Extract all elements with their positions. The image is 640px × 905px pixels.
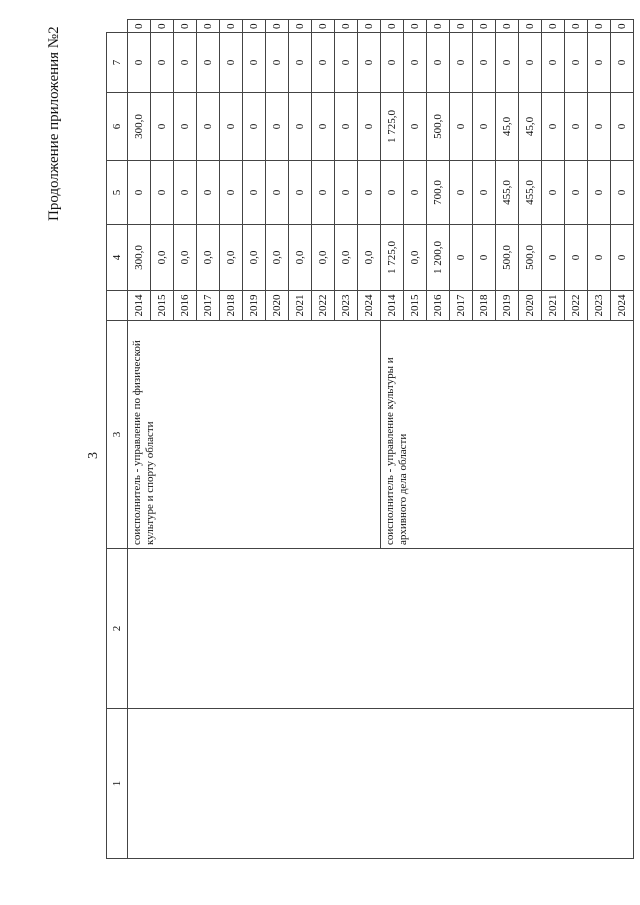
- value-cell-c6: 0: [335, 93, 358, 161]
- executor-cell: соисполнитель - управление по физической культуре и спорту области: [128, 321, 381, 549]
- value-cell-c5: 0: [312, 161, 335, 225]
- value-cell-c7: 0: [335, 33, 358, 93]
- value-cell-c8: 0: [266, 20, 289, 33]
- value-cell-c5: 455,0: [519, 161, 542, 225]
- value-cell-c7: 0: [427, 33, 450, 93]
- value-cell-c6: 0: [151, 93, 174, 161]
- value-cell-c7: 0: [496, 33, 519, 93]
- value-cell-c4: 0,0: [243, 225, 266, 291]
- value-cell-c5: 0: [542, 161, 565, 225]
- value-cell-c5: 0: [289, 161, 312, 225]
- value-cell-c7: 0: [588, 33, 611, 93]
- value-cell-c4: 0,0: [266, 225, 289, 291]
- column-1-cell: [128, 709, 634, 859]
- column-number: 3: [107, 321, 128, 549]
- value-cell-c8: 0: [197, 20, 220, 33]
- value-cell-c7: 0: [243, 33, 266, 93]
- value-cell-c6: 0: [542, 93, 565, 161]
- year-cell: 2014: [381, 291, 404, 321]
- value-cell-c7: 0: [404, 33, 427, 93]
- value-cell-c6: 0: [312, 93, 335, 161]
- year-cell: 2023: [588, 291, 611, 321]
- column-number-row: [107, 20, 128, 859]
- value-cell-c7: 0: [381, 33, 404, 93]
- value-cell-c5: 700,0: [427, 161, 450, 225]
- value-cell-c5: 0: [450, 161, 473, 225]
- value-cell-c4: 0,0: [174, 225, 197, 291]
- value-cell-c7: 0: [197, 33, 220, 93]
- value-cell-c6: 45,0: [519, 93, 542, 161]
- year-cell: 2016: [174, 291, 197, 321]
- annex-title: Продолжение приложения №2: [46, 26, 62, 221]
- value-cell-c5: 0: [381, 161, 404, 225]
- value-cell-c4: 0,0: [358, 225, 381, 291]
- year-cell: 2021: [542, 291, 565, 321]
- value-cell-c8: 0: [381, 20, 404, 33]
- value-cell-c6: 0: [220, 93, 243, 161]
- value-cell-c6: 300,0: [128, 93, 151, 161]
- value-cell-c5: 0: [128, 161, 151, 225]
- value-cell-c7: 0: [312, 33, 335, 93]
- year-cell: 2020: [266, 291, 289, 321]
- value-cell-c5: 0: [565, 161, 588, 225]
- value-cell-c6: 0: [611, 93, 634, 161]
- value-cell-c4: 0: [542, 225, 565, 291]
- value-cell-c7: 0: [220, 33, 243, 93]
- value-cell-c4: 0: [611, 225, 634, 291]
- value-cell-c8: 0: [473, 20, 496, 33]
- value-cell-c5: 0: [151, 161, 174, 225]
- value-cell-c6: 0: [588, 93, 611, 161]
- value-cell-c8: 0: [312, 20, 335, 33]
- value-cell-c6: 0: [404, 93, 427, 161]
- table-body: [128, 20, 634, 859]
- value-cell-c4: 0,0: [151, 225, 174, 291]
- value-cell-c4: 1 200,0: [427, 225, 450, 291]
- value-cell-c8: 0: [542, 20, 565, 33]
- value-cell-c7: 0: [174, 33, 197, 93]
- value-cell-c8: 0: [174, 20, 197, 33]
- value-cell-c4: 500,0: [496, 225, 519, 291]
- year-cell: 2015: [404, 291, 427, 321]
- value-cell-c5: 0: [174, 161, 197, 225]
- column-2-cell: [128, 549, 634, 709]
- value-cell-c5: 0: [404, 161, 427, 225]
- value-cell-c4: 0: [588, 225, 611, 291]
- value-cell-c6: 0: [174, 93, 197, 161]
- value-cell-c5: 0: [243, 161, 266, 225]
- value-cell-c8: 0: [404, 20, 427, 33]
- column-number: 4: [107, 225, 128, 291]
- value-cell-c6: 0: [197, 93, 220, 161]
- funding-table: [106, 20, 634, 860]
- value-cell-c7: 0: [289, 33, 312, 93]
- column-number: 2: [107, 549, 128, 709]
- value-cell-c4: 0,0: [404, 225, 427, 291]
- value-cell-c6: 45,0: [496, 93, 519, 161]
- value-cell-c7: 0: [473, 33, 496, 93]
- value-cell-c4: 300,0: [128, 225, 151, 291]
- year-cell: 2017: [197, 291, 220, 321]
- value-cell-c6: 0: [289, 93, 312, 161]
- value-cell-c7: 0: [450, 33, 473, 93]
- value-cell-c8: 0: [358, 20, 381, 33]
- executor-cell: соисполнитель - управление культуры и архивного дела области: [381, 321, 634, 549]
- value-cell-c6: 0: [473, 93, 496, 161]
- value-cell-c5: 0: [358, 161, 381, 225]
- value-cell-c5: 0: [611, 161, 634, 225]
- year-cell: 2020: [519, 291, 542, 321]
- value-cell-c6: 0: [565, 93, 588, 161]
- year-cell: 2018: [220, 291, 243, 321]
- value-cell-c4: 0: [473, 225, 496, 291]
- value-cell-c8: 0: [611, 20, 634, 33]
- year-cell: 2015: [151, 291, 174, 321]
- value-cell-c8: 0: [335, 20, 358, 33]
- table-row: [128, 20, 151, 859]
- value-cell-c8: 0: [220, 20, 243, 33]
- value-cell-c5: 0: [220, 161, 243, 225]
- value-cell-c7: 0: [611, 33, 634, 93]
- value-cell-c8: 0: [128, 20, 151, 33]
- value-cell-c7: 0: [565, 33, 588, 93]
- value-cell-c7: 0: [151, 33, 174, 93]
- value-cell-c6: 0: [358, 93, 381, 161]
- value-cell-c8: 0: [519, 20, 542, 33]
- year-cell: 2019: [496, 291, 519, 321]
- year-cell: 2024: [611, 291, 634, 321]
- value-cell-c6: 0: [243, 93, 266, 161]
- value-cell-c8: 0: [450, 20, 473, 33]
- value-cell-c8: 0: [427, 20, 450, 33]
- value-cell-c7: 0: [358, 33, 381, 93]
- value-cell-c8: 0: [496, 20, 519, 33]
- value-cell-c7: 0: [266, 33, 289, 93]
- year-cell: 2022: [312, 291, 335, 321]
- column-number: 6: [107, 93, 128, 161]
- value-cell-c6: 0: [450, 93, 473, 161]
- year-cell: 2017: [450, 291, 473, 321]
- year-cell: 2018: [473, 291, 496, 321]
- value-cell-c4: 0,0: [335, 225, 358, 291]
- value-cell-c8: 0: [565, 20, 588, 33]
- column-number-year: [107, 291, 128, 321]
- value-cell-c5: 455,0: [496, 161, 519, 225]
- value-cell-c4: 0,0: [289, 225, 312, 291]
- value-cell-c8: 0: [289, 20, 312, 33]
- column-number: 5: [107, 161, 128, 225]
- page-number: 3: [86, 452, 101, 459]
- value-cell-c8: 0: [588, 20, 611, 33]
- year-cell: 2016: [427, 291, 450, 321]
- value-cell-c5: 0: [197, 161, 220, 225]
- value-cell-c7: 0: [128, 33, 151, 93]
- value-cell-c4: 0: [450, 225, 473, 291]
- year-cell: 2023: [335, 291, 358, 321]
- value-cell-c8: 0: [243, 20, 266, 33]
- value-cell-c6: 1 725,0: [381, 93, 404, 161]
- value-cell-c4: 0: [565, 225, 588, 291]
- value-cell-c7: 0: [542, 33, 565, 93]
- value-cell-c6: 500,0: [427, 93, 450, 161]
- year-cell: 2024: [358, 291, 381, 321]
- year-cell: 2019: [243, 291, 266, 321]
- column-number: 7: [107, 33, 128, 93]
- value-cell-c5: 0: [266, 161, 289, 225]
- column-number: 1: [107, 709, 128, 859]
- value-cell-c4: 0,0: [197, 225, 220, 291]
- value-cell-c8: 0: [151, 20, 174, 33]
- year-cell: 2021: [289, 291, 312, 321]
- year-cell: 2014: [128, 291, 151, 321]
- value-cell-c5: 0: [335, 161, 358, 225]
- value-cell-c4: 500,0: [519, 225, 542, 291]
- value-cell-c4: 0,0: [312, 225, 335, 291]
- value-cell-c5: 0: [473, 161, 496, 225]
- value-cell-c6: 0: [266, 93, 289, 161]
- year-cell: 2022: [565, 291, 588, 321]
- value-cell-c4: 1 725,0: [381, 225, 404, 291]
- value-cell-c7: 0: [519, 33, 542, 93]
- value-cell-c5: 0: [588, 161, 611, 225]
- value-cell-c4: 0,0: [220, 225, 243, 291]
